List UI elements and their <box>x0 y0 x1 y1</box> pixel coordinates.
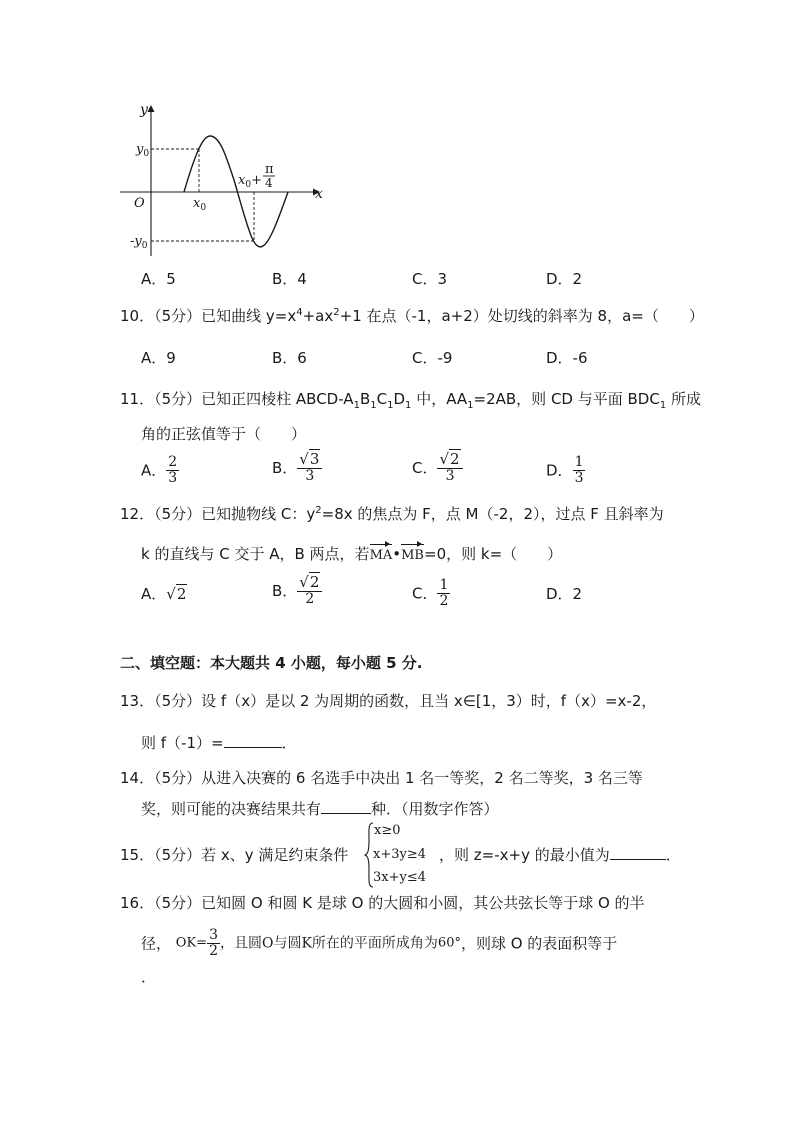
q15-stem-end <box>439 845 681 865</box>
q12-b-fraction <box>297 575 322 607</box>
q11-b-num: √3 <box>297 452 322 469</box>
q15-constraint-3: 3x+y≤4 <box>373 870 427 885</box>
sine-curve <box>184 136 288 247</box>
q11-option-d <box>546 455 585 486</box>
q14-text-c: 种．（用数字作答） <box>371 800 499 818</box>
q12-stem-line2 <box>141 544 562 566</box>
q10-option-c: C．-9 <box>412 349 453 367</box>
q15-text-b: ，则 z=-x+y 的最小值为 <box>439 846 610 864</box>
q13-stem-line1 <box>120 691 656 711</box>
q11-c-radicand: 2 <box>450 450 460 468</box>
q12-vector-mb: MB <box>401 546 424 566</box>
q11-option-a <box>141 455 179 486</box>
q11-text: D <box>393 390 406 408</box>
q14-text-b: 奖，则可能的决赛结果共有 <box>141 800 322 818</box>
q11-sub: 1 <box>467 400 474 411</box>
q11-text: 中，AA <box>411 390 468 408</box>
q10-number: 10． <box>120 307 155 325</box>
q11-text: 所成 <box>666 390 701 408</box>
q11-sub: 1 <box>405 400 412 411</box>
q11-sub: 1 <box>387 400 394 411</box>
q12-option-d: D．2 <box>546 585 583 603</box>
q11-c-den: 3 <box>445 468 455 484</box>
q9-option-c: C．3 <box>412 270 448 288</box>
q13-score: （5分） <box>154 692 202 710</box>
q14-number: 14． <box>120 769 155 787</box>
q12-text-b: =8x 的焦点为 F，点 M（-2，2），过点 F 且斜率为 <box>321 505 664 523</box>
q10-option-d: D．-6 <box>546 349 588 367</box>
q11-c-fraction <box>437 452 462 484</box>
q12-number: 12． <box>120 505 155 523</box>
q16-stem-line2 <box>141 928 617 959</box>
sine-graph-figure <box>110 96 330 261</box>
q11-text: =2AB，则 CD 与平面 BDC <box>473 390 660 408</box>
q12-b-radicand: 2 <box>309 573 320 591</box>
y0-label: $y_0$ <box>136 142 150 159</box>
x-axis-label: x <box>315 186 323 202</box>
q11-c-label: C． <box>412 459 438 477</box>
q12-text-a: 已知抛物线 C：y <box>201 505 316 523</box>
q15-score: （5分） <box>154 846 202 864</box>
q10-text-a: 已知曲线 y=x <box>201 307 297 325</box>
q11-c-num: √2 <box>437 452 462 469</box>
q16-ok-num: 3 <box>209 927 218 943</box>
q16-stem-line3: ． <box>141 968 157 986</box>
q11-a-num: 2 <box>168 454 178 470</box>
q15-text-a: 若 x、y 满足约束条件 <box>201 846 349 864</box>
q11-b-radicand: 3 <box>309 450 320 468</box>
q11-option-b <box>272 452 322 484</box>
q16-text-d: ，则球 O 的表面积等于 <box>460 934 618 953</box>
q15-answer-blank[interactable] <box>610 845 666 860</box>
q16-text-b: 径， <box>141 934 172 953</box>
q12-stem-line1 <box>120 504 664 524</box>
q14-score: （5分） <box>154 769 202 787</box>
q10-option-b: B．6 <box>272 349 307 367</box>
q12-c-den: 2 <box>439 593 449 609</box>
q11-b-den: 3 <box>305 468 315 484</box>
q9-option-d: D．2 <box>546 270 583 288</box>
q16-ok: OK= <box>175 935 208 951</box>
q12-vector-ma: MA <box>370 546 393 566</box>
q12-sup: 2 <box>315 505 322 516</box>
q14-stem-line2 <box>141 799 499 819</box>
q13-stem-line2 <box>141 733 297 753</box>
q12-a-radicand: 2 <box>176 585 187 603</box>
origin-label: O <box>134 196 145 211</box>
q11-stem-line1 <box>120 389 701 409</box>
q16-stem-line1 <box>120 893 645 913</box>
q12-dot: • <box>392 545 402 563</box>
q13-text-b: 则 f（-1）= <box>141 734 224 752</box>
q12-option-b <box>272 575 322 607</box>
q16-ok-fraction <box>207 928 220 959</box>
q11-number: 11． <box>120 390 155 408</box>
q12-b-den: 2 <box>305 591 315 607</box>
q11-d-den: 3 <box>574 470 584 486</box>
q11-stem-line2: 角的正弦值等于（ ） <box>141 425 307 443</box>
q10-text-c: +1 在点（-1，a+2）处切线的斜率为 8，a=（ ） <box>339 307 704 325</box>
shift-label: $x_0+$ <box>238 173 262 190</box>
q11-option-c <box>412 452 463 484</box>
q16-angle: 60° <box>437 935 461 951</box>
q14-stem-line1 <box>120 768 643 788</box>
q10-sup1: 4 <box>296 307 303 318</box>
q12-option-a: A．√2 <box>141 585 187 603</box>
q9-option-a: A．5 <box>141 270 176 288</box>
q12-c-fraction <box>437 578 450 609</box>
q13-text: 设 f（x）是以 2 为周期的函数，且当 x∈[1，3）时，f（x）=x-2， <box>201 692 657 710</box>
q16-text-c: ，且圆O与圆K所在的平面所成角为 <box>219 935 438 952</box>
q10-text-b: +ax <box>302 307 334 325</box>
q16-score: （5分） <box>154 894 202 912</box>
q11-d-label: D． <box>546 461 573 480</box>
neg-y0-label: $-y_0$ <box>130 234 148 251</box>
q11-d-fraction <box>573 455 586 486</box>
q16-number: 16． <box>120 894 155 912</box>
q12-b-label: B． <box>272 582 298 600</box>
shift-pi: π <box>265 162 274 177</box>
q16-text: 已知圆 O 和圆 K 是球 O 的大圆和小圆，其公共弦长等于球 O 的半 <box>201 894 645 912</box>
q12-c-num: 1 <box>439 577 449 593</box>
q10-sup2: 2 <box>333 307 340 318</box>
q13-answer-blank[interactable] <box>224 733 282 748</box>
q12-text-c: k 的直线与 C 交于 A，B 两点，若 <box>141 545 370 563</box>
q15-constraint-2: x+3y≥4 <box>373 847 427 862</box>
q10-score: （5分） <box>154 307 202 325</box>
q10-option-a: A．9 <box>141 349 176 367</box>
q12-a-label: A． <box>141 585 167 603</box>
q11-sub: 1 <box>659 400 667 411</box>
y-axis-arrow <box>148 105 155 112</box>
q15-constraint-1: x≥0 <box>374 823 401 838</box>
q11-d-num: 1 <box>574 454 584 470</box>
q9-option-b: B．4 <box>272 270 307 288</box>
q12-b-num: √2 <box>297 575 322 592</box>
q11-text: 已知正四棱柱 ABCD-A <box>201 390 354 408</box>
q15-stem <box>120 845 348 865</box>
q11-text: C <box>376 390 388 408</box>
q11-sub: 1 <box>353 400 360 411</box>
shift-four: 4 <box>265 176 273 190</box>
q15-period: ． <box>665 846 681 864</box>
q12-c-label: C． <box>412 584 438 603</box>
q10-stem <box>120 306 704 326</box>
q13-period: ． <box>281 734 297 752</box>
q12-score: （5分） <box>154 505 202 523</box>
q11-a-fraction <box>166 455 179 486</box>
q15-number: 15． <box>120 846 155 864</box>
q14-answer-blank[interactable] <box>321 799 371 814</box>
q14-text: 从进入决赛的 6 名选手中决出 1 名一等奖，2 名二等奖，3 名三等 <box>201 769 643 787</box>
q16-ok-den: 2 <box>209 943 218 959</box>
q11-sub: 1 <box>370 400 377 411</box>
section-2-title: 二、填空题：本大题共 4 小题，每小题 5 分. <box>120 654 423 672</box>
q12-text-d: =0，则 k=（ ） <box>424 545 563 563</box>
q11-a-den: 3 <box>168 470 178 486</box>
y-axis-label: y <box>140 102 148 118</box>
q11-score: （5分） <box>154 390 202 408</box>
q11-text: B <box>359 390 371 408</box>
q11-b-label: B． <box>272 459 298 477</box>
q11-b-fraction <box>297 452 322 484</box>
x0-label: $x_0$ <box>193 196 207 213</box>
q13-number: 13． <box>120 692 155 710</box>
q11-a-label: A． <box>141 461 167 480</box>
q12-option-c <box>412 578 450 609</box>
